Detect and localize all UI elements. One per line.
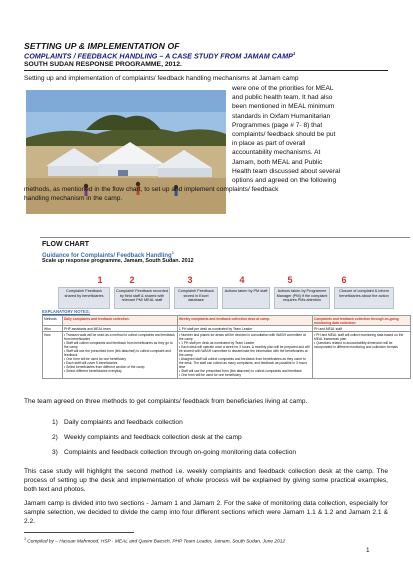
explanatory-notes-label: EXPLANATORY NOTES: [42,309,91,314]
method-number: 3) [52,449,58,456]
flowchart-top-rule [40,237,410,238]
intro-wrap-line: options and agreed on the following [232,177,337,185]
list-item: • Transect walk will be used as a method to collect complaints and feedback from beneficiaries [64,332,175,341]
list-item: • Select beneficiaries from different section of the camp [64,364,145,369]
list-item: • Each staff will cover 5 beneficiaries [64,360,118,365]
document-title: SETTING UP & IMPLEMENTATION OF [24,41,180,51]
table-cell: 1 PH staff per desk as nominated by Team Leader [178,326,313,332]
step-box-6: Closure of complaint & inform beneficiaries about the action [334,287,394,309]
method-number: 1) [52,419,58,426]
intro-wrap-line: Jamam, both MEAL and Public [232,158,323,166]
table-cell: Methods [43,316,63,326]
list-item: • Each desk will operate once a week for 3 hours. A monthly plan will be prepared and will be shared with WASH committee to disseminate the information with the beneficiaries at the camp [179,344,310,357]
step-box-3: Complaint/ Feedback stored in Excel database [174,287,218,309]
step-number-6: 6 [341,275,347,285]
header-rule [24,70,388,71]
method-item-1 [52,419,382,426]
method-text: Complaints and feedback collection through on-going monitoring data collection [64,449,297,456]
step-box-5: Actions taken by Programme Manager (PM) if the complaint requires PMs attention [274,287,330,309]
method-item-2 [52,434,382,441]
list-item: • Questions related to accountability dimension will be incorporated in different monitoring and collection formats [314,340,398,349]
methods-table [42,315,411,379]
methods-intro: The team agreed on three methods to get complaints/ feedback from beneficiaries living at camp. [24,398,308,405]
list-item: • Staff will use the prescribed form (link attached) to collect complaints and feedback [179,368,302,373]
table-cell: PHP assistants and MEAL team [63,326,178,332]
step-number-4: 4 [239,275,245,285]
intro-line-last-1: methods, as mentioned in the flow chart, to set up and implement complaints/ feedback [24,186,279,193]
step-number-1: 1 [97,275,103,285]
method-text: Weekly complaints and feedback collection desk at the camp [64,434,242,441]
table-row [43,332,411,378]
list-item: • Staff will collect complaints and feedback from beneficiaries as they go to the camp [64,340,173,349]
intro-wrap-block [232,84,388,185]
step-box-2: Complaint/ Feedback recorded by field staff & shared with relevant PM/ MEAL staff [114,287,170,309]
intro-wrap-line: Programmes (page # 7- 8) that [232,121,323,129]
intro-wrap-line: been mentioned in MEAL minimum [232,103,335,111]
table-header-cell: Complaints and feedback collection through on-going monitoring data collection: [313,316,411,326]
table-cell [63,332,178,378]
step-box-1: Complaint/ Feedback shared by beneficiaries [58,287,110,309]
document-subtitle: COMPLAINTS / FEEDBACK HANDLING – A CASE STUDY FROM JAMAM CAMP$^1$ [24,51,296,61]
list-item: • Number and places for desks will be decided in consultation with WASH committee at the camp [179,332,306,341]
step-number-3: 3 [187,275,193,285]
table-cell [313,332,411,378]
list-item: • 1 PH staff per desk as nominated by Team Leader [179,340,255,345]
intro-wrap-line: standards in Oxfam Humanitarian [232,112,331,120]
table-cell: How [43,332,63,378]
method-number: 2) [52,434,58,441]
flowchart-subheading: Guidance for Complaints/ Feedback Handling$^1$ [42,250,174,259]
camp-sections-paragraph: Jamam camp is divided into two sections - Jamam 1 and Jamam 2. For the sake of monitoring data collection, especially for sample selection, we decided to divide the camp into four different sections which were Jamam 1.1 & 1.2 and Jamam 2.1 & 2.2. [24,500,388,526]
step-number-2: 2 [129,275,135,285]
case-study-paragraph: This case study will highlight the second method i.e. weekly complaints and feedback collection desk at the camp. The process of setting up the desk and implementation of whole process will be explained by giving some practical examples, both text and photos. [24,468,388,494]
intro-wrap-line: accountability mechanisms. At [232,149,321,157]
intro-wrap-line: complaints/ feedback should be put [232,131,336,139]
table-row [43,316,411,326]
method-item-3 [52,449,382,456]
list-item: • One form will be used for one beneficiary [64,356,126,361]
step-box-4: Actions taken by PM staff [222,287,270,309]
flowchart-heading: FLOW CHART [42,241,90,248]
footnote-rule [24,532,134,533]
intro-wrap-line: were one of the priorities for MEAL [232,85,334,92]
list-item: • Select different beneficiaries everyday [64,368,122,373]
page-number: 1 [366,547,370,554]
intro-wrap-line: and public health team. It had also [232,94,333,102]
method-text: Daily complaints and feedback collection [64,419,183,426]
intro-wrap-line: in place as part of overall [232,140,306,148]
footnote: $^1$ Compiled by – Hassan Mahmood, HSP - MEAL and Qasim Baesch, PHP Team Leader, Jamam, South Sudan, June 2012 [24,537,286,545]
step-number-5: 5 [287,275,293,285]
intro-wrap-line: Health team discussed about several [232,167,341,175]
table-header-cell: Daily complaints and feedback collection: [63,316,178,326]
table-header-cell: Weekly complaints and feedback collection desk at camp: [178,316,313,326]
intro-line-last-2: handling mechanism in the camp. [24,195,123,202]
list-item: • Staff will use the prescribed form (link attached) to collect complaint and feedback [64,348,171,357]
intro-line-1: Setting up and implementation of complaints/ feedback handling mechanisms at Jamam camp [24,75,299,82]
programme-line: SOUTH SUDAN RESPONSE PROGRAMME, 2012. [24,61,182,68]
flowchart-scale: Scale up response programme, Jamam, South Sudan. 2012 [42,258,194,264]
table-cell: PH and MEAL staff [313,326,411,332]
list-item: • One form will be used for one beneficiary [179,372,241,377]
table-cell: Who [43,326,63,332]
list-item: • PH and MEAL staff will collect monitoring data based on the MEAL framework plan [314,332,404,341]
list-item: • Assigned staff will collect complaints and feedback from beneficiaries as they come to the desk. The staff can collect as many complaints, and feedback as possible in 3 hours time [179,356,307,369]
table-cell [178,332,313,378]
